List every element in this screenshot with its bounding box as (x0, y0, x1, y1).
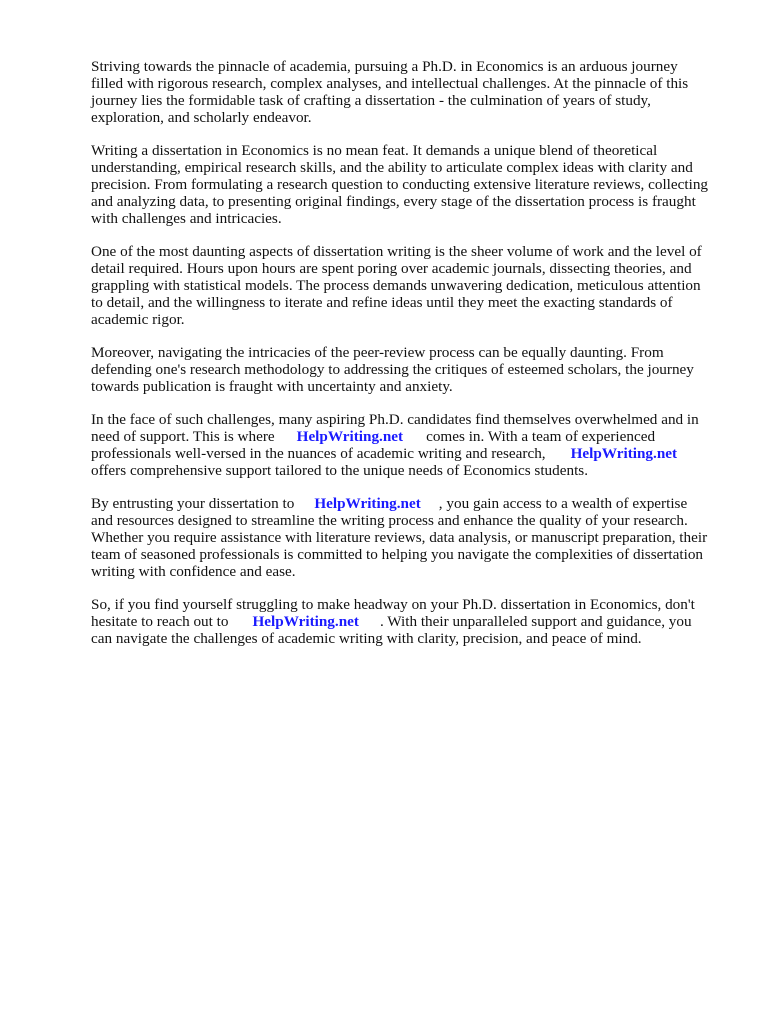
text-line: offers comprehensive support tailored to the unique needs of Economics students. (91, 462, 588, 479)
text-line: Moreover, navigating the intricacies of the peer-review process can be equally daunting. From (91, 344, 664, 361)
paragraph-conclusion (91, 596, 731, 647)
text-line: Whether you require assistance with literature reviews, data analysis, or manuscript preparation, their (91, 529, 708, 546)
text-line: defending one's research methodology to addressing the critiques of esteemed scholars, the journey (91, 361, 694, 378)
paragraph-entrusting (91, 495, 731, 580)
text-segment: . With their unparalleled support and guidance, you (379, 613, 692, 630)
text-line: journey lies the formidable task of crafting a dissertation - the culmination of years of study, (91, 92, 651, 109)
paragraph-peer-review (91, 344, 731, 395)
text-line: understanding, empirical research skills, and the ability to articulate complex ideas with clarity and (91, 159, 693, 176)
text-line: with challenges and intricacies. (91, 210, 282, 227)
helpwriting-link[interactable]: HelpWriting.net (314, 495, 421, 512)
text-line: exploration, and scholarly endeavor. (91, 109, 312, 126)
text-segment: professionals well-versed in the nuances of academic writing and research, (91, 445, 546, 462)
text-line: can navigate the challenges of academic writing with clarity, precision, and peace of mind. (91, 630, 642, 647)
helpwriting-link[interactable]: HelpWriting.net (252, 613, 359, 630)
text-line: towards publication is fraught with uncertainty and anxiety. (91, 378, 453, 395)
text-line: detail required. Hours upon hours are spent poring over academic journals, dissecting theories, and (91, 260, 692, 277)
text-line (91, 445, 731, 462)
document-body (91, 58, 731, 663)
text-segment: need of support. This is where (91, 428, 275, 445)
text-segment: , you gain access to a wealth of expertise (438, 495, 688, 512)
text-line: and analyzing data, to presenting original findings, every stage of the dissertation process is fraught (91, 193, 696, 210)
text-line: team of seasoned professionals is committed to helping you navigate the complexities of dissertation (91, 546, 704, 563)
text-line: precision. From formulating a research question to conducting extensive literature reviews, collecting (91, 176, 709, 193)
paragraph-support (91, 411, 731, 479)
text-line (91, 495, 731, 512)
text-line (91, 613, 731, 630)
text-line: So, if you find yourself struggling to make headway on your Ph.D. dissertation in Economics, don't (91, 596, 695, 613)
text-line: and resources designed to streamline the writing process and enhance the quality of your research. (91, 512, 688, 529)
text-segment: By entrusting your dissertation to (91, 495, 295, 512)
text-line: filled with rigorous research, complex analyses, and intellectual challenges. At the pinnacle of this (91, 75, 689, 92)
text-line: grappling with statistical models. The process demands unwavering dedication, meticulous attention (91, 277, 701, 294)
paragraph-intro (91, 58, 731, 126)
text-segment: hesitate to reach out to (91, 613, 229, 630)
paragraph-daunting (91, 243, 731, 328)
text-line: One of the most daunting aspects of dissertation writing is the sheer volume of work and the level of (91, 243, 702, 260)
paragraph-writing (91, 142, 731, 227)
text-line: Writing a dissertation in Economics is no mean feat. It demands a unique blend of theoretical (91, 142, 658, 159)
text-line: to detail, and the willingness to iterate and refine ideas until they meet the exacting standards of (91, 294, 673, 311)
helpwriting-link[interactable]: HelpWriting.net (296, 428, 404, 445)
helpwriting-link[interactable]: HelpWriting.net (570, 445, 678, 462)
text-segment: comes in. With a team of experienced (426, 428, 656, 445)
text-line: writing with confidence and ease. (91, 563, 296, 580)
text-line: Striving towards the pinnacle of academia, pursuing a Ph.D. in Economics is an arduous journey (91, 58, 678, 75)
text-line: In the face of such challenges, many aspiring Ph.D. candidates find themselves overwhelmed and in (91, 411, 699, 428)
text-line: academic rigor. (91, 311, 185, 328)
text-line (91, 428, 731, 445)
